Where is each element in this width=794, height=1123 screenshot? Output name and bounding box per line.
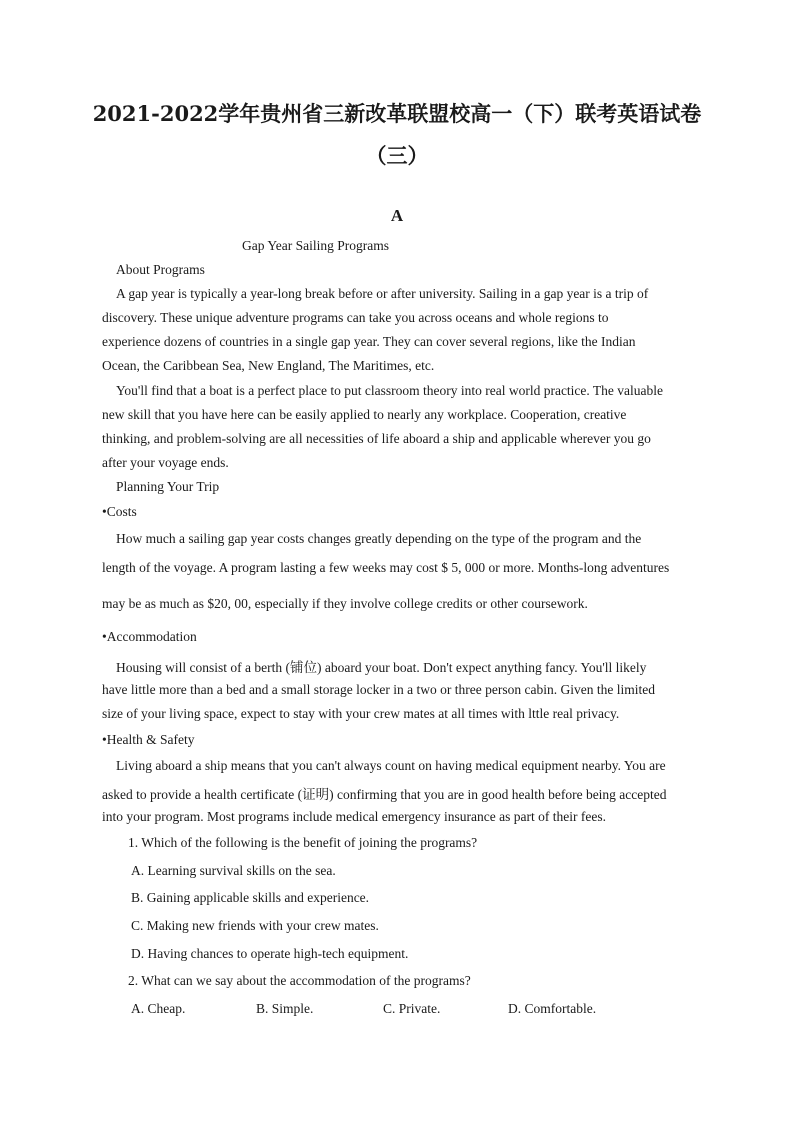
paragraph-line: You'll find that a boat is a perfect place to put classroom theory into real world practice. The valuable — [116, 383, 664, 398]
paragraph-line: new skill that you have here can be easily applied to nearly any workplace. Cooperation, creative — [102, 407, 627, 422]
q2-option-b: B. Simple. — [256, 1001, 314, 1016]
paragraph-line: experience dozens of countries in a single gap year. They can cover several regions, like the Indian — [102, 334, 636, 349]
paragraph-line: How much a sailing gap year costs changes greatly depending on the type of the program and the — [116, 531, 642, 546]
passage-title: Gap Year Sailing Programs — [242, 238, 389, 253]
exam-title: 2021-2022学年贵州省三新改革联盟校高一（下）联考英语试卷 — [92, 101, 702, 126]
question-2: 2. What can we say about the accommodation of the programs? — [128, 973, 471, 988]
planning-heading: Planning Your Trip — [116, 479, 220, 494]
q1-option-a: A. Learning survival skills on the sea. — [131, 863, 336, 878]
paragraph-line: asked to provide a health certificate (证明) confirming that you are in good health before being accepted — [102, 787, 667, 802]
q2-option-c: C. Private. — [383, 1001, 441, 1016]
exam-title-volume: （三） — [365, 143, 429, 168]
health-heading: •Health & Safety — [102, 732, 195, 747]
paragraph-line: length of the voyage. A program lasting a few weeks may cost $ 5, 000 or more. Months-long adventures — [102, 560, 670, 575]
paragraph-line: after your voyage ends. — [102, 455, 229, 470]
q2-option-a: A. Cheap. — [131, 1001, 186, 1016]
paragraph-line: have little more than a bed and a small storage locker in a two or three person cabin. Given the limited — [102, 682, 655, 697]
q1-option-c: C. Making new friends with your crew mates. — [131, 918, 379, 933]
paragraph-line: into your program. Most programs include medical emergency insurance as part of their fees. — [102, 809, 606, 824]
paragraph-line: Ocean, the Caribbean Sea, New England, The Maritimes, etc. — [102, 358, 435, 373]
paragraph-line: A gap year is typically a year-long break before or after university. Sailing in a gap year is a trip of — [116, 286, 649, 301]
paragraph-line: thinking, and problem-solving are all necessities of life aboard a ship and applicable wherever you go — [102, 431, 651, 446]
q1-option-d: D. Having chances to operate high-tech equipment. — [131, 946, 409, 961]
q2-option-d: D. Comfortable. — [508, 1001, 597, 1016]
paragraph-line: discovery. These unique adventure programs can take you across oceans and whole regions to — [102, 310, 609, 325]
accommodation-heading: •Accommodation — [102, 629, 197, 644]
paragraph-line: size of your living space, expect to stay with your crew mates at all times with lttle real privacy. — [102, 706, 620, 721]
paragraph-line: Housing will consist of a berth (铺位) aboard your boat. Don't expect anything fancy. You'll likely — [116, 660, 647, 675]
paragraph-line: may be as much as $20, 00, especially if they involve college credits or other coursework. — [102, 596, 588, 611]
section-label: A — [390, 206, 404, 225]
paragraph-line: Living aboard a ship means that you can't always count on having medical equipment nearby. You are — [116, 758, 666, 773]
q1-option-b: B. Gaining applicable skills and experience. — [131, 890, 370, 905]
about-heading: About Programs — [116, 262, 205, 277]
costs-heading: •Costs — [102, 504, 137, 519]
question-1: 1. Which of the following is the benefit of joining the programs? — [128, 835, 478, 850]
